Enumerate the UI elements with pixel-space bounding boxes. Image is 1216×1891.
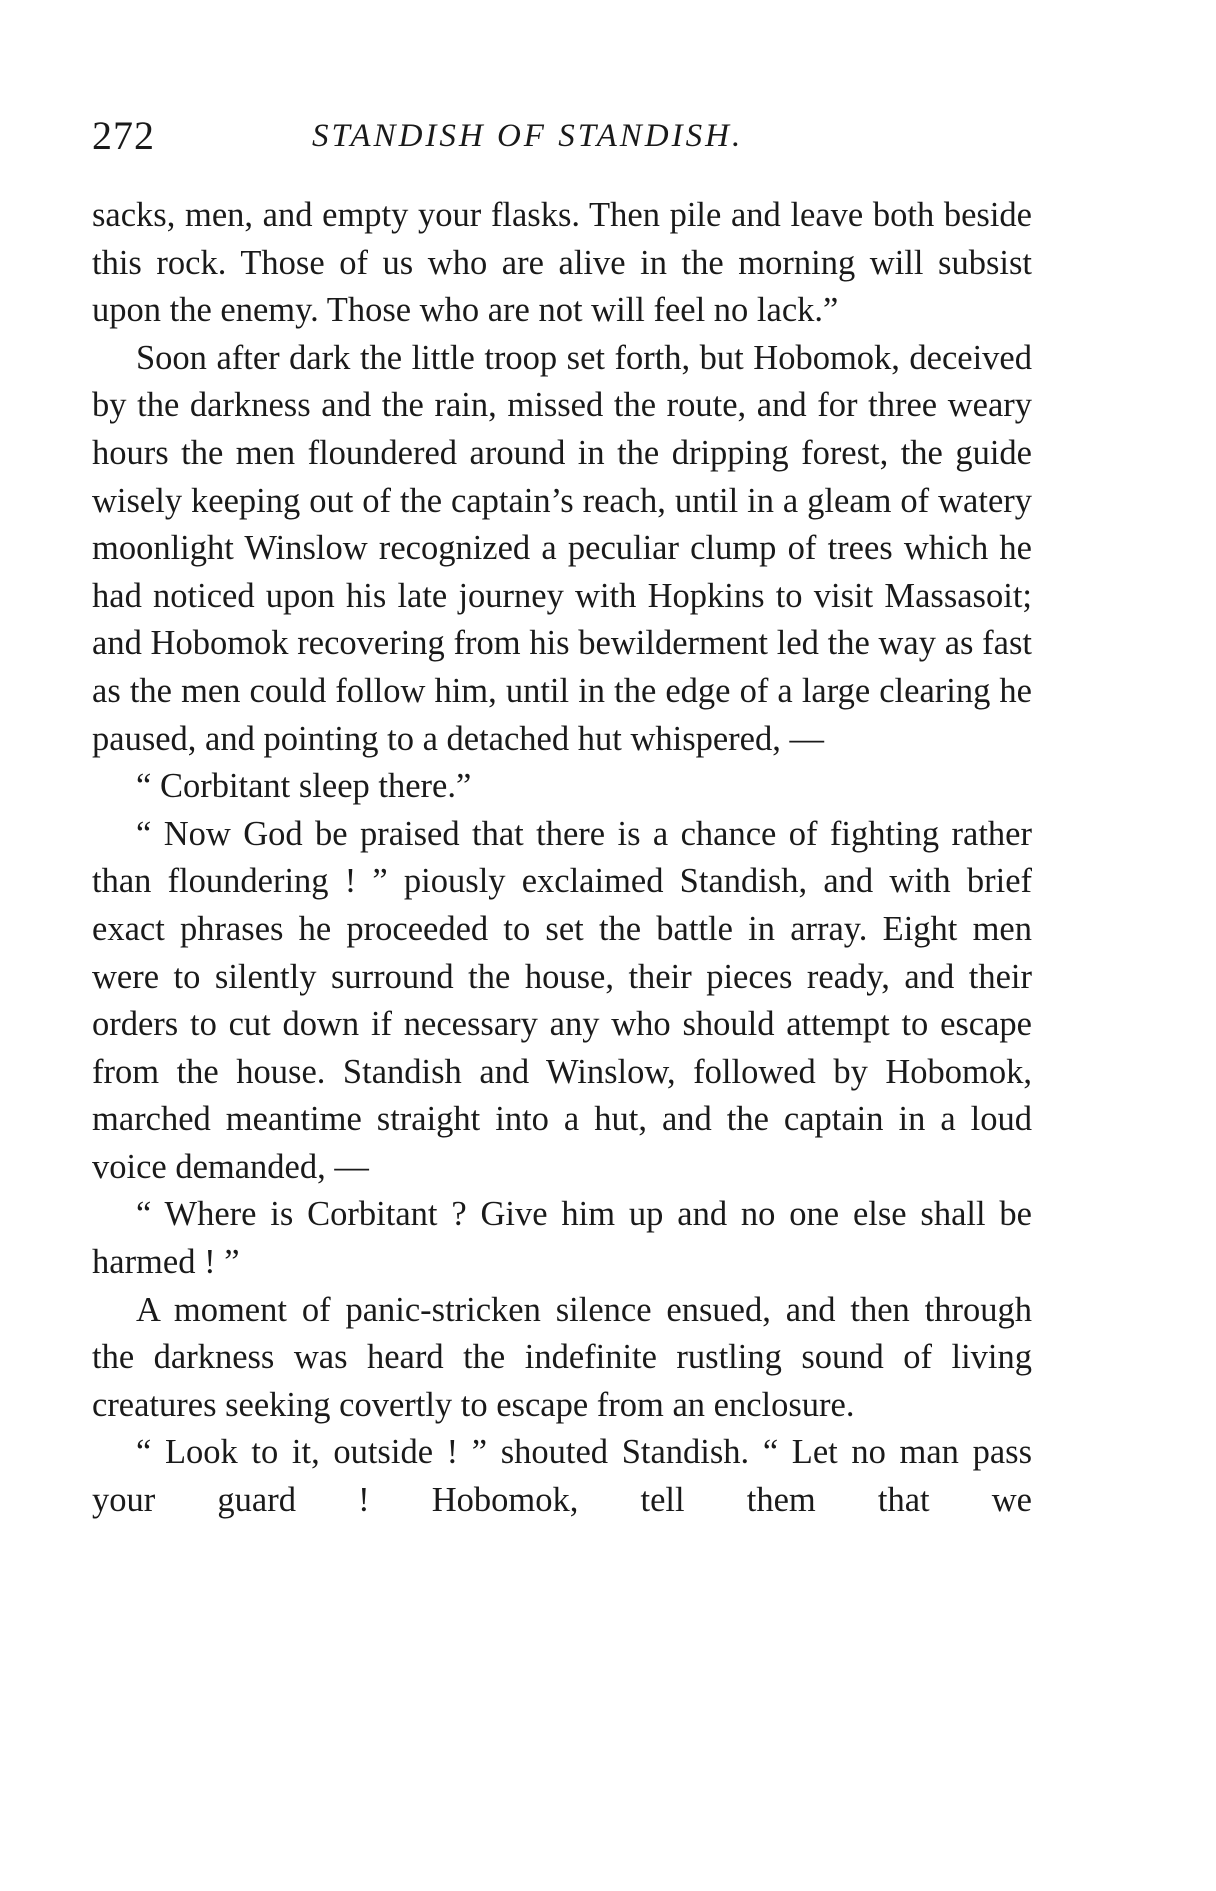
running-title: STANDISH OF STANDISH.: [312, 118, 744, 154]
paragraph: A moment of panic-stricken silence ensued, and then through the darkness was heard the indefinite rustling sound of living creatures seeking covertly to escape from an enclosure.: [92, 1290, 1032, 1424]
paragraph-dialogue: “ Where is Corbitant ? Give him up and no one else shall be harmed ! ”: [92, 1195, 1032, 1282]
paragraph-last: “ Look to it, outside ! ” shouted Standish. “ Let no man pass your guard ! Hobomok, tell them that we: [92, 1433, 1032, 1520]
page-number: 272: [92, 113, 155, 158]
paragraph: “ Now God be praised that there is a chance of fighting rather than floundering ! ” piously exclaimed Standish, and with brief exact phrases he proceeded to set the battle in array. Eight men were to silently surround the house, their pieces ready, and their orders to cut down if necessary any who should attempt to escape from the house. Standish and Winslow, followed by Hobomok, marched meantime straight into a hut, and the captain in a loud voice demanded, —: [92, 814, 1032, 1186]
book-page: [92, 112, 1032, 1525]
paragraph-dialogue: “ Corbitant sleep there.”: [136, 767, 472, 806]
paragraph: Soon after dark the little troop set forth, but Hobomok, deceived by the darkness and the rain, missed the route, and for three weary hours the men floundered around in the dripping forest, the guide wisely keeping out of the captain’s reach, until in a gleam of watery moonlight Winslow recognized a peculiar clump of trees which he had noticed upon his late journey with Hopkins to visit Massasoit; and Hobomok recovering from his bewilderment led the way as fast as the men could follow him, until in the edge of a large clearing he paused, and pointing to a detached hut whispered, —: [92, 338, 1032, 758]
paragraph-continued: sacks, men, and empty your flasks. Then pile and leave both beside this rock. Those of us who are alive in the morning will subsist upon the enemy. Those who are not will feel no lack.”: [92, 196, 1032, 330]
body-text: [92, 192, 1032, 1525]
running-head: [92, 112, 1032, 172]
